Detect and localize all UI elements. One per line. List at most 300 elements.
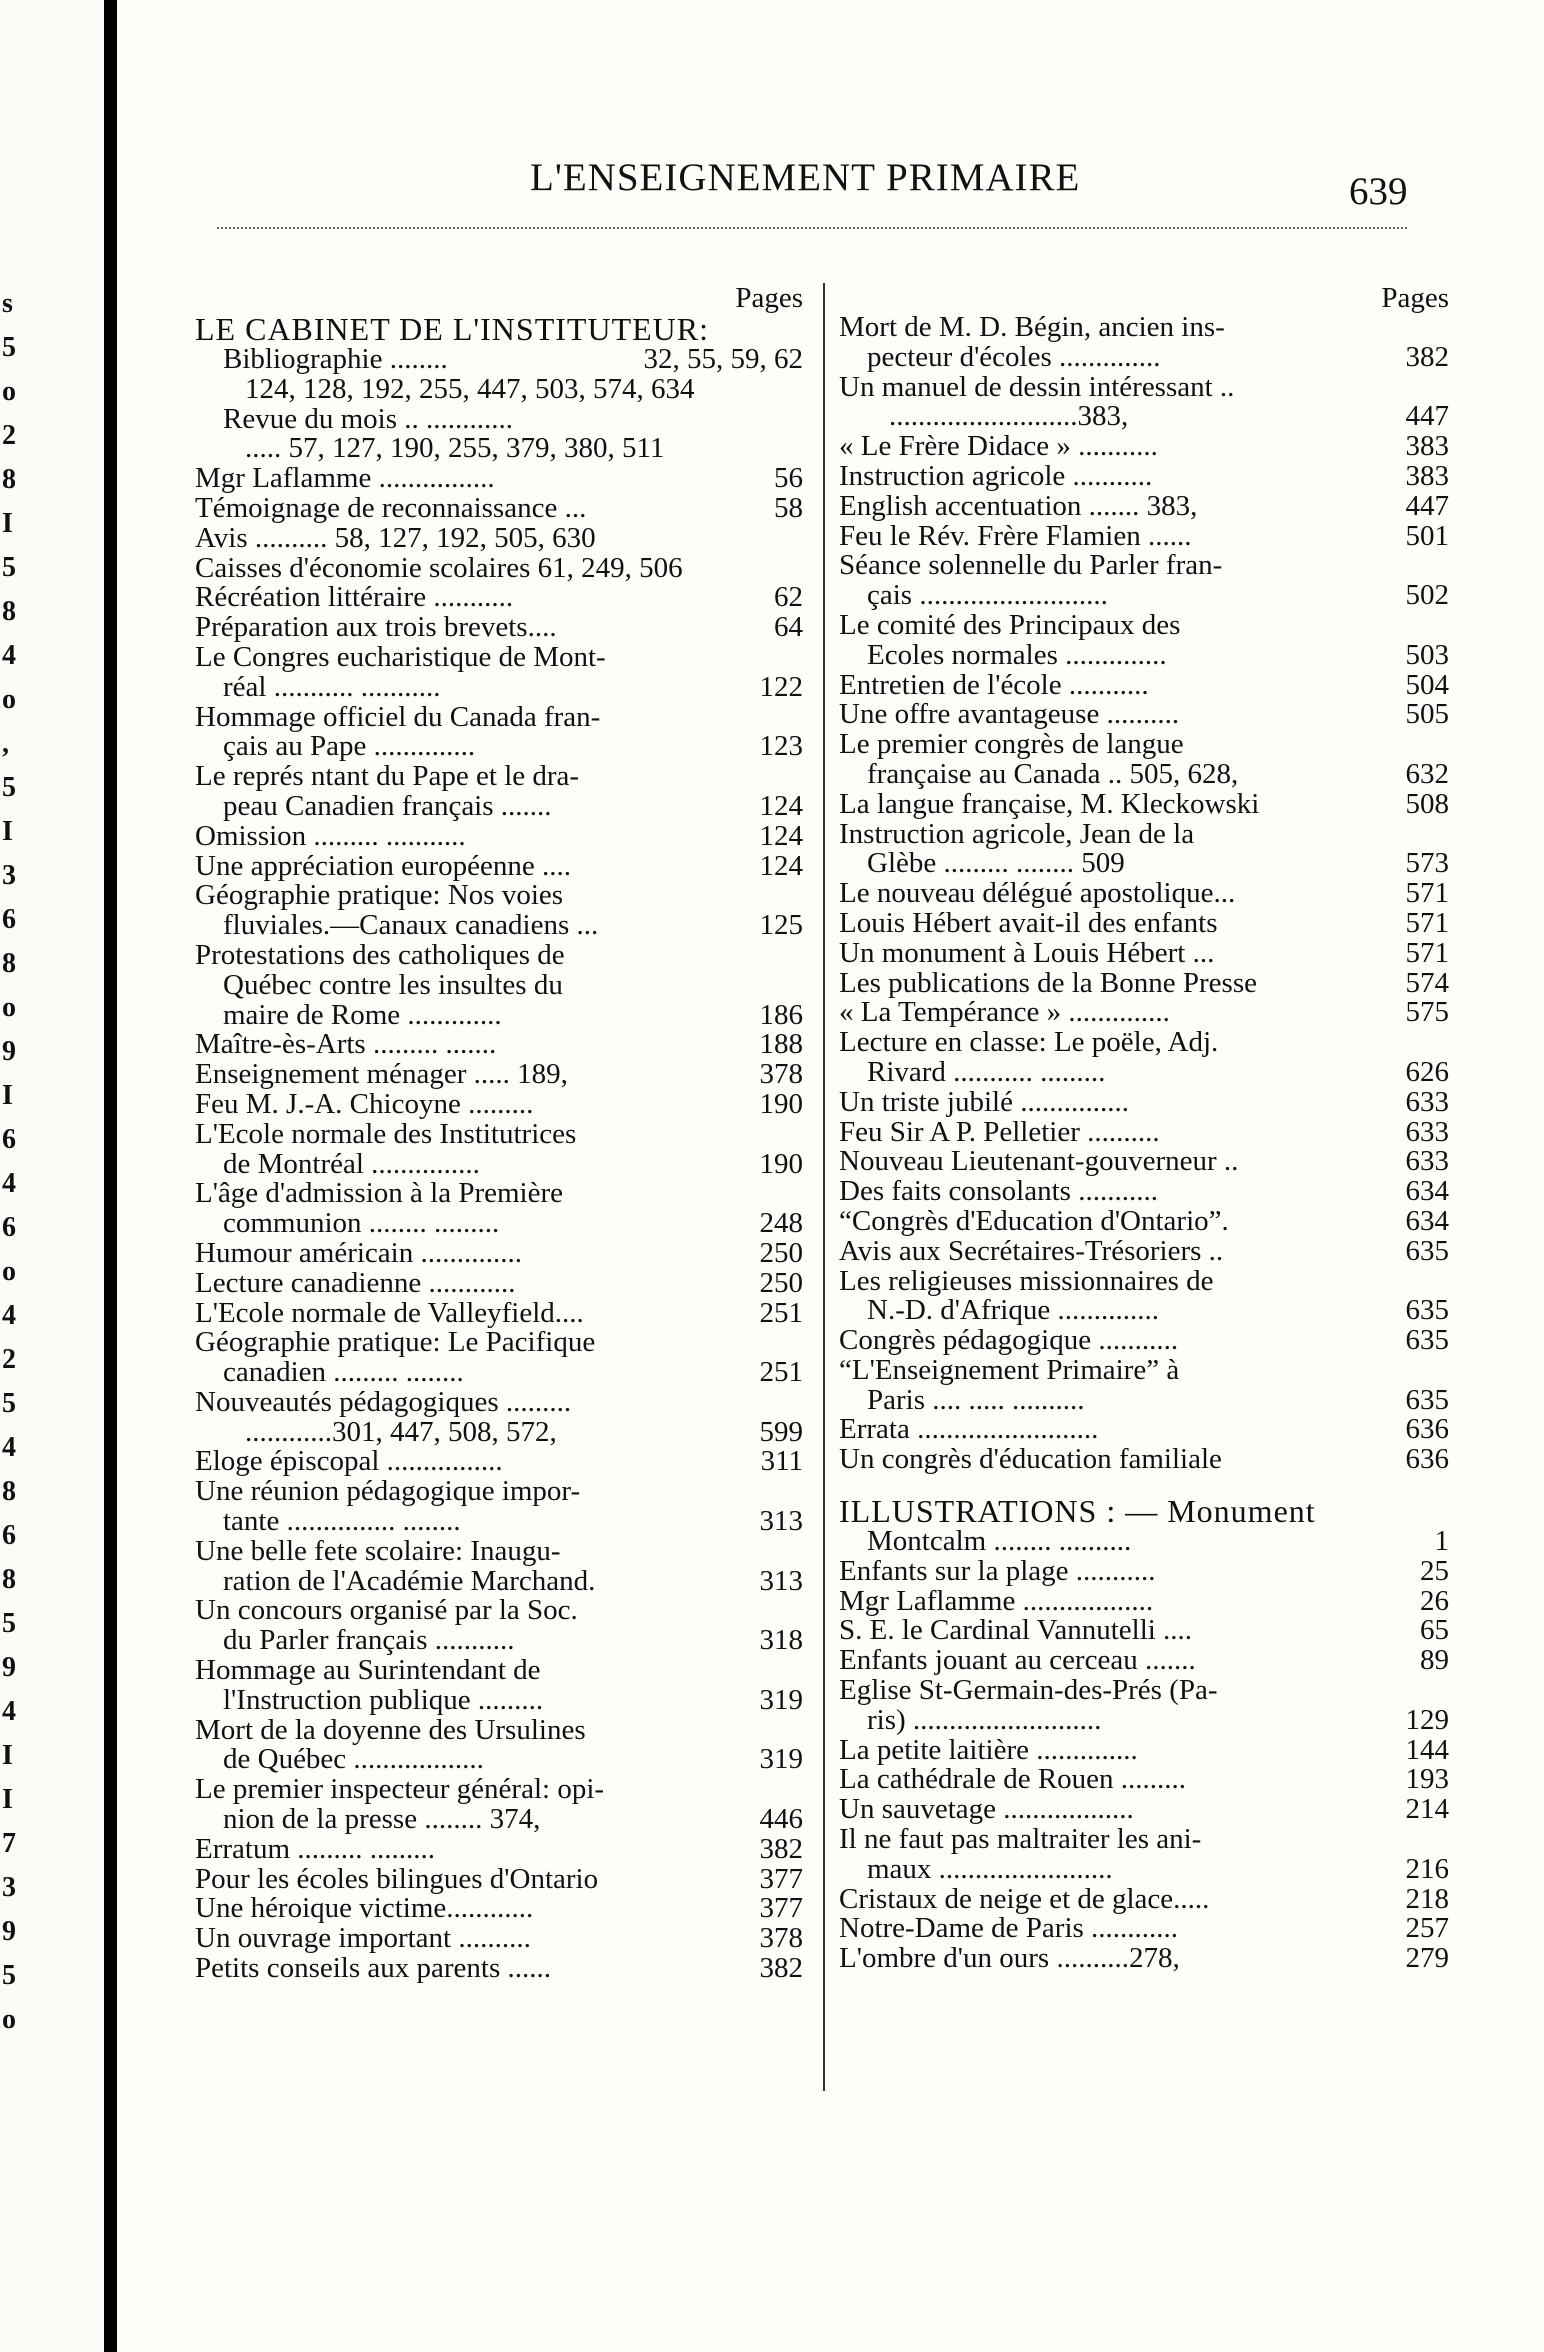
- entry-pages: 186: [759, 998, 803, 1031]
- index-entry: [839, 1055, 1449, 1088]
- index-entry: [195, 849, 803, 882]
- entry-title: Un manuel de dessin intéressant ..: [839, 370, 1235, 403]
- entry-pages: 634: [1405, 1204, 1449, 1237]
- prev-page-fragment: 6: [2, 1212, 16, 1243]
- entry-pages: 311: [760, 1445, 803, 1478]
- index-entry: [839, 1646, 1449, 1676]
- entry-pages: 26: [1420, 1584, 1449, 1617]
- entry-title: La cathédrale de Rouen .........: [839, 1763, 1187, 1796]
- entry-pages: 313: [759, 1505, 803, 1538]
- index-entry: [195, 998, 803, 1031]
- entry-title: Hommage officiel du Canada fran-: [195, 700, 601, 733]
- entry-pages: 635: [1405, 1294, 1449, 1327]
- index-entry: [195, 1030, 803, 1060]
- header-rule: [217, 227, 1407, 229]
- index-entry: [195, 1179, 803, 1209]
- index-entry: [839, 313, 1449, 343]
- entry-title: Le nouveau délégué apostolique...: [839, 877, 1236, 910]
- entry-pages: 635: [1405, 1383, 1449, 1416]
- entry-title: Congrès pédagogique ...........: [839, 1324, 1179, 1357]
- entry-title: English accentuation ....... 383,: [839, 489, 1198, 522]
- entry-pages: 508: [1405, 787, 1449, 820]
- entry-title: Géographie pratique: Le Pacifique: [195, 1326, 596, 1359]
- entry-pages: 250: [759, 1266, 803, 1299]
- entry-pages: 129: [1405, 1703, 1449, 1736]
- entry-pages: 25: [1420, 1554, 1449, 1587]
- index-entry: [195, 1683, 803, 1716]
- index-entry: [839, 906, 1449, 939]
- index-entry: [839, 1882, 1449, 1915]
- index-entry: [195, 938, 803, 971]
- entry-title: Mort de M. D. Bégin, ancien ins-: [839, 311, 1225, 343]
- right-entries: [839, 313, 1449, 1475]
- prev-page-fragment: s: [2, 288, 13, 319]
- index-entry: [195, 345, 803, 375]
- entry-pages: 251: [759, 1296, 803, 1329]
- left-column: [195, 283, 803, 1984]
- entry-pages: 635: [1405, 1324, 1449, 1357]
- entry-title: 124, 128, 192, 255, 447, 503, 574, 634: [245, 372, 695, 405]
- entry-title: Mgr Laflamme ..................: [839, 1584, 1154, 1617]
- entry-title: Maître-ès-Arts ......... .......: [195, 1028, 497, 1061]
- entry-title: La petite laitière ..............: [839, 1733, 1138, 1766]
- index-entry: [839, 1825, 1449, 1855]
- index-entry: [839, 1445, 1449, 1475]
- entry-pages: 633: [1405, 1085, 1449, 1118]
- entry-pages: 382: [1405, 340, 1449, 373]
- prev-page-fragment: o: [2, 2004, 16, 2035]
- index-entry: [839, 1527, 1449, 1557]
- entry-title: Feu M. J.-A. Chicoyne .........: [195, 1087, 534, 1120]
- index-entry: [195, 911, 803, 941]
- index-entry: [839, 1584, 1449, 1617]
- entry-title: Humour américain ..............: [195, 1236, 522, 1269]
- entry-pages: 144: [1405, 1733, 1449, 1766]
- prev-page-fragment: 3: [2, 1872, 16, 1903]
- entry-pages: 501: [1405, 519, 1449, 552]
- entry-title: Des faits consolants ...........: [839, 1175, 1158, 1208]
- index-entry: [839, 1383, 1449, 1416]
- entry-title: Le premier congrès de langue: [839, 728, 1184, 761]
- entry-title: Glèbe ......... ........ 509: [867, 847, 1125, 880]
- prev-page-fragment: 8: [2, 948, 16, 979]
- prev-page-fragment: I: [2, 1740, 13, 1771]
- prev-page-fragment: 5: [2, 332, 16, 363]
- entry-title: Eloge épiscopal ................: [195, 1445, 503, 1478]
- prev-page-fragment: 9: [2, 1916, 16, 1947]
- index-entry: [839, 459, 1449, 492]
- index-page: [117, 0, 1544, 2352]
- index-entry: [195, 1775, 803, 1805]
- prev-page-fragment: 5: [2, 1608, 16, 1639]
- entry-pages: 378: [759, 1058, 803, 1091]
- index-entry: [839, 519, 1449, 552]
- entry-pages: 447: [1405, 489, 1449, 522]
- prev-page-fragment: 6: [2, 1520, 16, 1551]
- index-entry: [195, 1656, 803, 1686]
- previous-page-edge: [0, 0, 104, 2352]
- index-entry: [195, 732, 803, 762]
- entry-pages: 505: [1405, 698, 1449, 731]
- index-entry: [839, 1177, 1449, 1207]
- index-entry: [195, 1117, 803, 1150]
- entry-title: Une réunion pédagogique impor-: [195, 1475, 581, 1508]
- entry-pages: 193: [1405, 1763, 1449, 1796]
- page-number: 639: [1349, 170, 1408, 213]
- entry-title: fluviales.—Canaux canadiens ...: [223, 909, 599, 942]
- entry-title: pecteur d'écoles ..............: [867, 340, 1161, 373]
- entry-pages: 377: [759, 1862, 803, 1895]
- entry-title: Le Congres eucharistique de Mont-: [195, 640, 606, 673]
- entry-title: Témoignage de reconnaissance ...: [195, 491, 587, 524]
- index-entry: [195, 670, 803, 703]
- index-entry: [839, 581, 1449, 611]
- entry-title: La langue française, M. Kleckowski: [839, 787, 1260, 820]
- entry-title: Une appréciation européenne ....: [195, 849, 572, 882]
- index-entry: [839, 370, 1449, 403]
- entry-pages: 626: [1405, 1055, 1449, 1088]
- entry-title: Enfants jouant au cerceau .......: [839, 1644, 1196, 1677]
- index-entry: [839, 1554, 1449, 1587]
- entry-title: Eglise St-Germain-des-Prés (Pa-: [839, 1674, 1218, 1707]
- entry-title: Enseignement ménager ..... 189,: [195, 1058, 568, 1091]
- prev-page-fragment: 4: [2, 1432, 16, 1463]
- index-entry: [195, 1296, 803, 1329]
- entry-pages: 377: [759, 1892, 803, 1925]
- index-entry: [839, 608, 1449, 641]
- entry-title: Préparation aux trois brevets....: [195, 611, 557, 644]
- entry-pages: 636: [1405, 1413, 1449, 1446]
- prev-page-fragment: 8: [2, 1564, 16, 1595]
- prev-page-fragment: o: [2, 992, 16, 1023]
- entry-pages: 318: [759, 1624, 803, 1657]
- entry-pages: 504: [1405, 668, 1449, 701]
- entry-title: réal ........... ...........: [223, 670, 441, 703]
- entry-title: Le comité des Principaux des: [839, 608, 1181, 641]
- entry-title: « Le Frère Didace » ...........: [839, 430, 1158, 463]
- prev-page-fragment: ,: [2, 728, 9, 759]
- entry-title: Instruction agricole, Jean de la: [839, 817, 1195, 850]
- index-entry: [839, 1415, 1449, 1445]
- entry-pages: 125: [759, 909, 803, 942]
- entry-title: Lecture en classe: Le poële, Adj.: [839, 1026, 1219, 1059]
- index-entry: [195, 819, 803, 852]
- entry-title: Le premier inspecteur général: opi-: [195, 1773, 605, 1806]
- index-entry: [839, 1676, 1449, 1706]
- entry-pages: 319: [759, 1683, 803, 1716]
- entry-title: Les religieuses missionnaires de: [839, 1264, 1214, 1297]
- entry-pages: 124: [759, 819, 803, 852]
- index-entry: [839, 1115, 1449, 1148]
- entry-title: communion ........ .........: [223, 1207, 500, 1240]
- entry-title: Ecoles normales ..............: [867, 638, 1167, 671]
- entry-title: Mort de la doyenne des Ursulines: [195, 1713, 586, 1746]
- index-entry: [195, 640, 803, 673]
- index-entry: [839, 402, 1449, 432]
- index-entry: [195, 1236, 803, 1269]
- entry-title: Montcalm ........ ..........: [867, 1525, 1132, 1558]
- index-entry: [195, 1564, 803, 1597]
- entry-title: ..........................383,: [889, 400, 1129, 433]
- prev-page-fragment: 8: [2, 464, 16, 495]
- index-entry: [195, 1534, 803, 1567]
- entry-title: Bibliographie ........: [223, 343, 448, 375]
- prev-page-fragment: 4: [2, 640, 16, 671]
- index-entry: [195, 1954, 803, 1984]
- entry-pages: 382: [759, 1952, 803, 1985]
- entry-title: tante ............... ........: [223, 1505, 461, 1538]
- entry-title: nion de la presse ........ 374,: [223, 1803, 541, 1836]
- index-entry: [839, 1852, 1449, 1885]
- entry-pages: 599: [759, 1415, 803, 1448]
- entry-pages: 571: [1405, 877, 1449, 910]
- index-entry: [839, 668, 1449, 701]
- entry-pages: 64: [774, 611, 803, 644]
- entry-pages: 188: [759, 1028, 803, 1061]
- entry-pages: 573: [1405, 847, 1449, 880]
- entry-title: Avis .......... 58, 127, 192, 505, 630: [195, 521, 596, 554]
- entry-title: Avis aux Secrétaires-Trésoriers ..: [839, 1234, 1224, 1267]
- index-entry: [839, 1234, 1449, 1267]
- column-divider: [823, 283, 825, 2091]
- index-entry: [839, 879, 1449, 909]
- entry-pages: 447: [1405, 400, 1449, 433]
- entry-title: Protestations des catholiques de: [195, 938, 565, 971]
- entry-pages: 214: [1405, 1793, 1449, 1826]
- index-entry: [839, 1296, 1449, 1326]
- entry-title: ............301, 447, 508, 572,: [245, 1415, 557, 1448]
- entry-title: de Montréal ...............: [223, 1147, 480, 1180]
- index-entry: [195, 464, 803, 494]
- entry-title: Québec contre les insultes du: [223, 968, 563, 1001]
- entry-pages: 636: [1405, 1443, 1449, 1476]
- index-entry: [839, 757, 1449, 790]
- entry-title: du Parler français ...........: [223, 1624, 515, 1657]
- left-entries: [195, 345, 803, 1984]
- index-entry: [839, 1085, 1449, 1118]
- index-entry: [195, 1894, 803, 1924]
- index-entry: [195, 1862, 803, 1895]
- index-entry: [195, 434, 803, 464]
- entry-pages: 383: [1405, 430, 1449, 463]
- entry-title: Un sauvetage ..................: [839, 1793, 1134, 1826]
- entry-title: Géographie pratique: Nos voies: [195, 879, 564, 912]
- index-entry: [839, 432, 1449, 462]
- entry-title: Cristaux de neige et de glace.....: [839, 1882, 1210, 1915]
- prev-page-fragment: 8: [2, 596, 16, 627]
- prev-page-fragment: o: [2, 376, 16, 407]
- entry-title: Pour les écoles bilingues d'Ontario: [195, 1862, 599, 1895]
- index-entry: [195, 1924, 803, 1954]
- prev-page-fragment: I: [2, 1080, 13, 1111]
- illustrations-entries: [839, 1527, 1449, 1974]
- entry-title: Errata .........................: [839, 1413, 1099, 1446]
- entry-title: Revue du mois .. ............: [223, 402, 513, 435]
- entry-pages: 446: [759, 1803, 803, 1836]
- entry-title: L'Ecole normale de Valleyfield....: [195, 1296, 584, 1329]
- prev-page-fragment: 3: [2, 860, 16, 891]
- entry-title: Le représ ntant du Pape et le dra-: [195, 760, 580, 793]
- entry-title: Un concours organisé par la Soc.: [195, 1594, 578, 1627]
- entry-pages: 89: [1420, 1644, 1449, 1677]
- index-entry: [839, 1765, 1449, 1795]
- entry-title: çais au Pape ..............: [223, 730, 476, 763]
- prev-page-fragment: 5: [2, 1388, 16, 1419]
- index-entry: [195, 521, 803, 554]
- index-entry: [839, 638, 1449, 671]
- entry-title: Séance solennelle du Parler fran-: [839, 549, 1223, 582]
- entry-pages: 257: [1405, 1912, 1449, 1945]
- entry-pages: 571: [1405, 906, 1449, 939]
- prev-page-fragment: 7: [2, 1828, 16, 1859]
- entry-title: l'Instruction publique .........: [223, 1683, 544, 1716]
- index-entry: [195, 762, 803, 792]
- entry-pages: 123: [759, 730, 803, 763]
- index-entry: [195, 968, 803, 1001]
- index-entry: [839, 551, 1449, 581]
- entry-title: Lecture canadienne ............: [195, 1266, 516, 1299]
- entry-title: ..... 57, 127, 190, 255, 379, 380, 511: [245, 432, 665, 465]
- index-entry: [195, 1266, 803, 1299]
- index-entry: [195, 613, 803, 643]
- entry-pages: 218: [1405, 1882, 1449, 1915]
- entry-title: “L'Enseignement Primaire” à: [839, 1353, 1180, 1386]
- index-entry: [839, 817, 1449, 850]
- index-entry: [839, 1795, 1449, 1825]
- index-entry: [839, 966, 1449, 999]
- pages-label: Pages: [735, 282, 803, 314]
- entry-pages: 190: [759, 1087, 803, 1120]
- entry-pages: 122: [759, 670, 803, 703]
- index-entry: [195, 881, 803, 911]
- index-entry: [195, 1358, 803, 1388]
- index-entry: [195, 372, 803, 405]
- prev-page-fragment: 5: [2, 1960, 16, 1991]
- index-entry: [839, 489, 1449, 522]
- entry-pages: 124: [759, 789, 803, 822]
- entry-title: Feu Sir A P. Pelletier ..........: [839, 1115, 1160, 1148]
- prev-page-fragment: 5: [2, 772, 16, 803]
- entry-pages: 56: [774, 462, 803, 495]
- entry-pages: 503: [1405, 638, 1449, 671]
- index-entry: [839, 849, 1449, 879]
- entry-pages: 1: [1434, 1525, 1449, 1558]
- entry-title: ris) ..........................: [867, 1703, 1102, 1736]
- index-entry: [195, 789, 803, 822]
- prev-page-fragment: 5: [2, 552, 16, 583]
- entry-pages: 635: [1405, 1234, 1449, 1267]
- index-entry: [839, 1204, 1449, 1237]
- index-entry: [839, 1944, 1449, 1974]
- right-column: [839, 283, 1449, 1974]
- index-entry: [195, 1087, 803, 1120]
- entry-title: Un ouvrage important ..........: [195, 1922, 531, 1955]
- index-entry: [195, 1385, 803, 1418]
- prev-page-fragment: I: [2, 1784, 13, 1815]
- entry-title: de Québec ..................: [223, 1743, 484, 1776]
- entry-title: Une héroique victime............: [195, 1892, 534, 1925]
- entry-title: maire de Rome .............: [223, 998, 502, 1031]
- entry-pages: 313: [759, 1564, 803, 1597]
- illustrations-heading: ILLUSTRATIONS : — Monument: [839, 1493, 1316, 1530]
- index-entry: [195, 700, 803, 733]
- entry-title: Mgr Laflamme ................: [195, 462, 495, 495]
- entry-title: çais ..........................: [867, 579, 1108, 612]
- entry-pages: 279: [1405, 1942, 1449, 1975]
- index-entry: [195, 1626, 803, 1656]
- entry-title: Les publications de la Bonne Presse: [839, 966, 1257, 999]
- entry-title: Erratum ......... .........: [195, 1832, 436, 1865]
- index-entry: [839, 787, 1449, 820]
- prev-page-fragment: o: [2, 1256, 16, 1287]
- index-entry: [839, 1326, 1449, 1356]
- entry-title: ration de l'Académie Marchand.: [223, 1564, 596, 1597]
- index-entry: [839, 936, 1449, 969]
- index-entry: [195, 1209, 803, 1239]
- index-entry: [195, 551, 803, 584]
- entry-pages: 251: [759, 1356, 803, 1389]
- entry-title: Rivard ........... .........: [867, 1055, 1106, 1088]
- entry-pages: 378: [759, 1922, 803, 1955]
- prev-page-fragment: 2: [2, 420, 16, 451]
- entry-title: peau Canadien français .......: [223, 789, 552, 822]
- prev-page-fragment: 2: [2, 1344, 16, 1375]
- entry-title: Nouveautés pédagogiques .........: [195, 1385, 572, 1418]
- index-entry: [839, 730, 1449, 760]
- prev-page-fragment: o: [2, 684, 16, 715]
- index-entry: [839, 1914, 1449, 1944]
- index-entry: [839, 1147, 1449, 1177]
- pages-label: Pages: [1381, 282, 1449, 314]
- index-entry: [195, 1805, 803, 1835]
- entry-title: “Congrès d'Education d'Ontario”.: [839, 1204, 1229, 1237]
- entry-pages: 575: [1405, 996, 1449, 1029]
- index-entry: [195, 1745, 803, 1775]
- index-entry: [195, 1328, 803, 1358]
- entry-title: « La Tempérance » ..............: [839, 996, 1170, 1029]
- index-entry: [839, 998, 1449, 1028]
- entry-pages: 58: [774, 491, 803, 524]
- entry-title: Nouveau Lieutenant-gouverneur ..: [839, 1145, 1239, 1178]
- entry-pages: 62: [774, 581, 803, 614]
- prev-page-fragment: 9: [2, 1652, 16, 1683]
- prev-page-fragment: 4: [2, 1168, 16, 1199]
- entry-title: L'ombre d'un ours ..........278,: [839, 1942, 1180, 1975]
- entry-title: Omission ......... ...........: [195, 819, 466, 852]
- prev-page-fragment: 8: [2, 1476, 16, 1507]
- index-entry: [195, 1832, 803, 1865]
- entry-pages: 248: [759, 1207, 803, 1240]
- index-entry: [839, 340, 1449, 373]
- entry-pages: 633: [1405, 1115, 1449, 1148]
- entry-title: Louis Hébert avait-il des enfants: [839, 906, 1218, 939]
- prev-page-fragment: 4: [2, 1300, 16, 1331]
- entry-title: canadien ......... ........: [223, 1356, 464, 1389]
- entry-title: Hommage au Surintendant de: [195, 1654, 541, 1687]
- entry-title: Feu le Rév. Frère Flamien ......: [839, 519, 1192, 552]
- entry-pages: 190: [759, 1147, 803, 1180]
- entry-title: S. E. le Cardinal Vannutelli ....: [839, 1614, 1193, 1647]
- entry-title: N.-D. d'Afrique ..............: [867, 1294, 1159, 1327]
- index-entry: [839, 1264, 1449, 1297]
- prev-page-fragment: 9: [2, 1036, 16, 1067]
- entry-title: Un triste jubilé ...............: [839, 1085, 1129, 1118]
- index-entry: [195, 1507, 803, 1537]
- entry-title: maux ........................: [867, 1852, 1113, 1885]
- prev-page-fragment: 6: [2, 1124, 16, 1155]
- section-heading: LE CABINET DE L'INSTITUTEUR:: [195, 311, 709, 347]
- index-entry: [195, 1713, 803, 1746]
